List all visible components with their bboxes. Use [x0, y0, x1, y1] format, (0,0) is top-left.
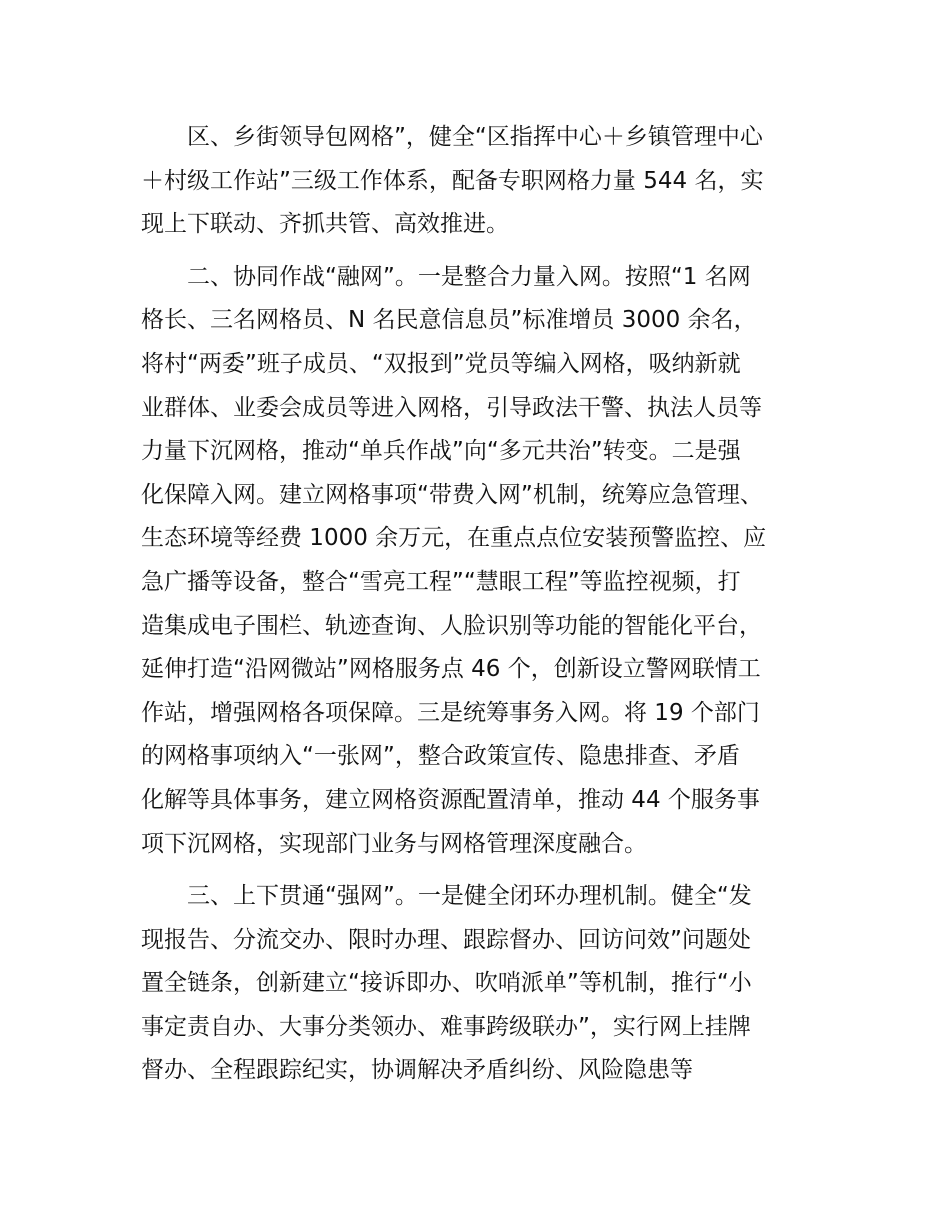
text-line: 将村“两委”班子成员、“双报到”党员等编入网格，吸纳新就 — [141, 350, 741, 377]
text-line: 化解等具体事务，建立网格资源配置清单，推动 44 个服务事 — [141, 786, 760, 813]
document-body — [141, 116, 813, 1093]
text-line: 事定责自办、大事分类领办、难事跨级联办”，实行网上挂牌 — [141, 1013, 751, 1040]
text-line: 三、上下贯通“强网”。一是健全闭环办理机制。健全“发 — [187, 883, 752, 910]
text-line: 项下沉网格，实现部门业务与网格管理深度融合。 — [141, 830, 647, 857]
text-line: 化保障入网。建立网格事项“带费入网”机制，统筹应急管理、 — [141, 481, 763, 508]
text-line: 区、乡街领导包网格”，健全“区指挥中心＋乡镇管理中心 — [187, 124, 763, 150]
text-line: 格长、三名网格员、N 名民意信息员”标准增员 3000 余名， — [141, 307, 757, 334]
text-line: 督办、全程跟踪纪实，协调解决矛盾纠纷、风险隐患等 — [141, 1057, 693, 1084]
text-line: 置全链条，创新建立“接诉即办、吹哨派单”等机制，推行“小 — [141, 970, 752, 997]
paragraph-2 — [141, 256, 813, 866]
paragraph-spacer — [141, 247, 813, 256]
text-line: 的网格事项纳入“一张网”，整合政策宣传、隐患排查、矛盾 — [141, 743, 740, 770]
text-line: 力量下沉网格，推动“单兵作战”向“多元共治”转变。二是强 — [141, 438, 741, 465]
paragraph-3 — [141, 875, 813, 1093]
text-line: 作站，增强网格各项保障。三是统筹事务入网。将 19 个部门 — [141, 699, 760, 726]
text-line: ＋村级工作站”三级工作体系，配备专职网格力量 544 名，实 — [141, 167, 764, 194]
text-line: 急广播等设备，整合“雪亮工程”“慧眼工程”等监控视频，打 — [141, 568, 741, 595]
text-line: 现报告、分流交办、限时办理、跟踪督办、回访问效”问题处 — [141, 926, 751, 953]
text-line: 现上下联动、齐抓共管、高效推进。 — [141, 211, 509, 238]
paragraph-1 — [141, 116, 813, 247]
paragraph-spacer — [141, 866, 813, 875]
text-line: 造集成电子围栏、轨迹查询、人脸识别等功能的智能化平台， — [141, 612, 762, 639]
text-line: 生态环境等经费 1000 余万元，在重点点位安装预警监控、应 — [141, 525, 767, 552]
text-line: 二、协同作战“融网”。一是整合力量入网。按照“1 名网 — [187, 263, 751, 290]
text-line: 业群体、业委会成员等进入网格，引导政法干警、执法人员等 — [141, 394, 762, 421]
text-line: 延伸打造“沿网微站”网格服务点 46 个，创新设立警网联情工 — [141, 656, 761, 683]
